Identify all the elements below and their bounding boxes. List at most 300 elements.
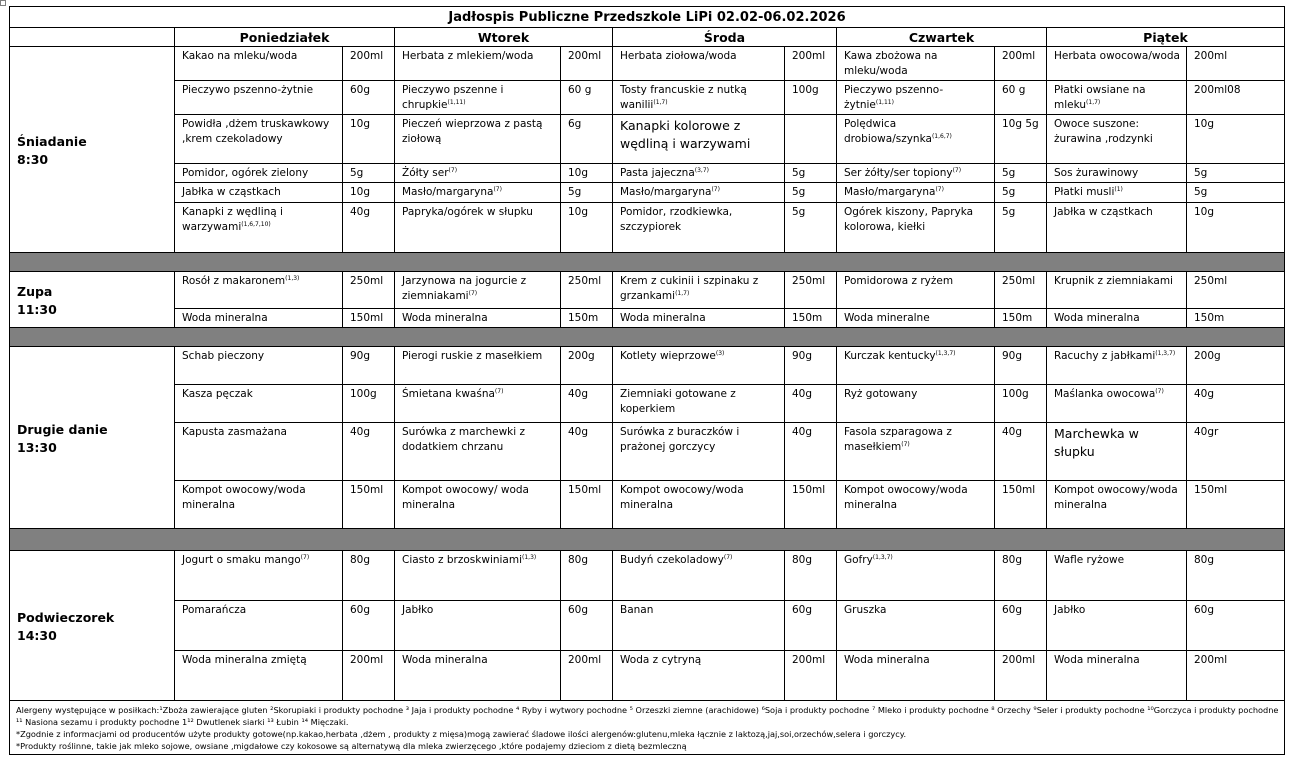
- menu-row-soup: [10, 272, 1285, 309]
- portion-cell-friday: 200ml: [1187, 651, 1285, 701]
- dish-cell-wednesday: [613, 164, 785, 183]
- day-header-row: [10, 28, 1285, 47]
- dish-cell-friday: [1047, 81, 1187, 115]
- meal-name: Podwieczorek: [17, 609, 115, 625]
- day-header-friday: Piątek: [1047, 28, 1285, 47]
- portion-cell-tuesday: 5g: [561, 183, 613, 203]
- portion-cell-wednesday: 5g: [785, 183, 837, 203]
- portion-cell-tuesday: 40g: [561, 385, 613, 423]
- portion-cell-friday: 40g: [1187, 385, 1285, 423]
- portion-cell-thursday: 150ml: [995, 481, 1047, 529]
- portion-cell-tuesday: 80g: [561, 551, 613, 601]
- dish-cell-monday: [175, 551, 343, 601]
- dish-name: Pomidor, ogórek zielony: [182, 167, 309, 179]
- dish-name: Pomidorowa z ryżem: [844, 275, 954, 287]
- portion-cell-wednesday: 5g: [785, 203, 837, 253]
- portion-cell-tuesday: 10g: [561, 164, 613, 183]
- dish-cell-wednesday: [613, 183, 785, 203]
- dish-cell-friday: [1047, 47, 1187, 81]
- dish-cell-thursday: [837, 481, 995, 529]
- dish-cell-monday: [175, 203, 343, 253]
- portion-cell-tuesday: 200ml: [561, 47, 613, 81]
- meal-time: 13:30: [17, 439, 57, 455]
- portion-cell-friday: 200g: [1187, 347, 1285, 385]
- portion-cell-wednesday: 200ml: [785, 651, 837, 701]
- dish-cell-wednesday: [613, 272, 785, 309]
- dish-name: Owoce suszone: żurawina ,rodzynki: [1054, 118, 1153, 145]
- meal-name: Śniadanie: [17, 133, 87, 149]
- dish-cell-friday: [1047, 115, 1187, 164]
- portion-cell-thursday: 90g: [995, 347, 1047, 385]
- dish-cell-thursday: [837, 164, 995, 183]
- dish-cell-wednesday: [613, 551, 785, 601]
- menu-row-main-course: [10, 385, 1285, 423]
- dish-cell-tuesday: [395, 651, 561, 701]
- dish-cell-monday: [175, 347, 343, 385]
- portion-cell-thursday: 5g: [995, 164, 1047, 183]
- portion-cell-monday: 60g: [343, 601, 395, 651]
- allergen-note: (3,7): [694, 167, 709, 174]
- portion-cell-wednesday: 60g: [785, 601, 837, 651]
- dish-name: Płatki musli: [1054, 186, 1115, 198]
- dish-name: Marchewka w słupku: [1054, 426, 1139, 459]
- dish-name: Ciasto z brzoskwiniami: [402, 554, 523, 566]
- allergen-note: (1,7): [1086, 99, 1101, 106]
- portion-cell-monday: 100g: [343, 385, 395, 423]
- dish-cell-tuesday: [395, 385, 561, 423]
- portion-cell-friday: 5g: [1187, 164, 1285, 183]
- dish-name: Rosół z makaronem: [182, 275, 286, 287]
- portion-cell-tuesday: 250ml: [561, 272, 613, 309]
- dish-name: Budyń czekoladowy: [620, 554, 724, 566]
- menu-row-afternoon-snack: [10, 551, 1285, 601]
- dish-cell-monday: [175, 81, 343, 115]
- allergen-note: (7): [448, 167, 458, 174]
- separator-band: [10, 328, 1285, 347]
- dish-name: Pomarańcza: [182, 604, 247, 616]
- dish-name: Woda mineralna: [182, 312, 268, 324]
- allergen-note: (1,7): [675, 290, 690, 297]
- dish-name: Ser żółty/ser topiony: [844, 167, 953, 179]
- dish-cell-wednesday: [613, 347, 785, 385]
- portion-cell-thursday: 60g: [995, 601, 1047, 651]
- dish-name: Woda mineralna: [402, 654, 488, 666]
- portion-cell-monday: 5g: [343, 164, 395, 183]
- dish-cell-monday: [175, 164, 343, 183]
- dish-name: Kakao na mleku/woda: [182, 50, 298, 62]
- dish-name: Masło/margaryna: [844, 186, 936, 198]
- allergen-note: (1,3): [522, 554, 537, 561]
- meal-label-main-course: [10, 347, 175, 529]
- dish-cell-thursday: [837, 272, 995, 309]
- portion-cell-tuesday: 40g: [561, 423, 613, 481]
- portion-cell-wednesday: 150m: [785, 309, 837, 328]
- dish-cell-friday: [1047, 309, 1187, 328]
- meal-name: Drugie danie: [17, 421, 108, 437]
- meal-time: 8:30: [17, 151, 49, 167]
- portion-cell-thursday: 10g 5g: [995, 115, 1047, 164]
- menu-row-breakfast: [10, 203, 1285, 253]
- dish-cell-monday: [175, 272, 343, 309]
- allergen-note: (7): [901, 441, 910, 448]
- allergen-note: (1,3): [285, 275, 300, 282]
- portion-cell-thursday: 60 g: [995, 81, 1047, 115]
- dish-cell-friday: [1047, 183, 1187, 203]
- portion-cell-friday: 250ml: [1187, 272, 1285, 309]
- portion-cell-thursday: 5g: [995, 183, 1047, 203]
- dish-cell-wednesday: [613, 309, 785, 328]
- day-header-thursday: Czwartek: [837, 28, 1047, 47]
- dish-cell-tuesday: [395, 309, 561, 328]
- dish-name: Pieczywo pszenne i chrupkie: [402, 84, 504, 111]
- dish-cell-friday: [1047, 272, 1187, 309]
- dish-name: Ogórek kiszony, Papryka kolorowa, kiełki: [844, 206, 974, 233]
- dish-name: Surówka z marchewki z dodatkiem chrzanu: [402, 426, 526, 453]
- corner-marker-icon: [0, 0, 6, 6]
- dish-name: Papryka/ogórek w słupku: [402, 206, 533, 218]
- dish-name: Masło/margaryna: [620, 186, 712, 198]
- dish-cell-monday: [175, 481, 343, 529]
- dish-name: Kanapki kolorowe z wędliną i warzywami: [620, 118, 751, 151]
- dish-cell-tuesday: [395, 551, 561, 601]
- menu-row-breakfast: [10, 81, 1285, 115]
- allergen-note: (7): [952, 167, 962, 174]
- menu-row-soup: [10, 309, 1285, 328]
- portion-cell-tuesday: 150ml: [561, 481, 613, 529]
- dish-cell-wednesday: [613, 601, 785, 651]
- day-header-wednesday: Środa: [613, 28, 837, 47]
- dish-name: Kotlety wieprzowe: [620, 350, 716, 362]
- dish-cell-wednesday: [613, 203, 785, 253]
- dish-cell-friday: [1047, 385, 1187, 423]
- portion-cell-tuesday: 60g: [561, 601, 613, 651]
- dish-cell-wednesday: [613, 423, 785, 481]
- day-header-tuesday: Wtorek: [395, 28, 613, 47]
- portion-cell-monday: 250ml: [343, 272, 395, 309]
- dish-name: Woda mineralna: [402, 312, 488, 324]
- allergen-note: (1,6,7,10): [241, 221, 271, 228]
- dish-cell-tuesday: [395, 347, 561, 385]
- dish-cell-thursday: [837, 347, 995, 385]
- portion-cell-tuesday: 200g: [561, 347, 613, 385]
- portion-cell-wednesday: 100g: [785, 81, 837, 115]
- portion-cell-friday: 5g: [1187, 183, 1285, 203]
- dish-name: Jabłka w cząstkach: [1054, 206, 1153, 218]
- dish-name: Krem z cukinii i szpinaku z grzankami: [620, 275, 759, 302]
- meal-label-soup: [10, 272, 175, 328]
- portion-cell-wednesday: 5g: [785, 164, 837, 183]
- dish-cell-friday: [1047, 601, 1187, 651]
- dish-name: Wafle ryżowe: [1054, 554, 1125, 566]
- dish-name: Śmietana kwaśna: [402, 388, 495, 400]
- dish-cell-tuesday: [395, 81, 561, 115]
- portion-cell-wednesday: 40g: [785, 423, 837, 481]
- meal-label-breakfast: [10, 47, 175, 253]
- dish-cell-tuesday: [395, 47, 561, 81]
- dish-name: Woda mineralna zmiętą: [182, 654, 307, 666]
- dish-cell-thursday: [837, 203, 995, 253]
- dish-cell-friday: [1047, 347, 1187, 385]
- dish-cell-thursday: [837, 309, 995, 328]
- menu-row-afternoon-snack: [10, 651, 1285, 701]
- portion-cell-wednesday: 90g: [785, 347, 837, 385]
- dish-name: Jogurt o smaku mango: [182, 554, 301, 566]
- portion-cell-monday: 80g: [343, 551, 395, 601]
- dish-name: Żółty ser: [402, 167, 449, 179]
- dish-cell-tuesday: [395, 115, 561, 164]
- dish-cell-monday: [175, 309, 343, 328]
- dish-name: Fasola szparagowa z masełkiem: [844, 426, 952, 453]
- dish-cell-monday: [175, 423, 343, 481]
- dish-cell-tuesday: [395, 423, 561, 481]
- dish-cell-tuesday: [395, 481, 561, 529]
- portion-cell-friday: 200ml08: [1187, 81, 1285, 115]
- meal-time: 11:30: [17, 301, 57, 317]
- dish-cell-wednesday: [613, 115, 785, 164]
- dish-cell-thursday: [837, 651, 995, 701]
- allergen-note: (1,6,7): [931, 133, 952, 140]
- allergen-note: (3): [715, 350, 725, 357]
- legend-line: *Zgodnie z informacjami od producentów użyte produkty gotowe(np.kakao,herbata ,dżem , produkty z mięsa)mogą zawierać śladowe ilości alergenów:glutenu,mleka łącznie z laktozą,jaj,soi,orzechów,selera i gorczycy.: [16, 729, 907, 739]
- allergen-note: (7): [300, 554, 310, 561]
- portion-cell-monday: 60g: [343, 81, 395, 115]
- dish-cell-monday: [175, 651, 343, 701]
- dish-cell-tuesday: [395, 272, 561, 309]
- dish-name: Pieczywo pszenno-żytnie: [844, 84, 944, 111]
- menu-row-main-course: [10, 347, 1285, 385]
- dish-cell-friday: [1047, 164, 1187, 183]
- dish-cell-monday: [175, 115, 343, 164]
- dish-name: Pomidor, rzodkiewka, szczypiorek: [620, 206, 733, 233]
- portion-cell-friday: 200ml: [1187, 47, 1285, 81]
- portion-cell-wednesday: [785, 115, 837, 164]
- dish-cell-wednesday: [613, 651, 785, 701]
- portion-cell-friday: 150ml: [1187, 481, 1285, 529]
- portion-cell-thursday: 200ml: [995, 47, 1047, 81]
- separator-cell: [10, 253, 1285, 272]
- dish-name: Kompot owocowy/woda mineralna: [620, 484, 744, 511]
- dish-name: Woda mineralne: [844, 312, 930, 324]
- portion-cell-friday: 10g: [1187, 115, 1285, 164]
- dish-name: Pieczywo pszenno-żytnie: [182, 84, 314, 96]
- portion-cell-wednesday: 80g: [785, 551, 837, 601]
- dish-cell-friday: [1047, 203, 1187, 253]
- portion-cell-friday: 60g: [1187, 601, 1285, 651]
- dish-name: Kurczak kentucky: [844, 350, 936, 362]
- portion-cell-friday: 40gr: [1187, 423, 1285, 481]
- dish-name: Tosty francuskie z nutką wanilii: [620, 84, 747, 111]
- portion-cell-thursday: 5g: [995, 203, 1047, 253]
- portion-cell-monday: 200ml: [343, 47, 395, 81]
- dish-name: Woda mineralna: [844, 654, 930, 666]
- dish-name: Woda z cytryną: [620, 654, 702, 666]
- dish-cell-wednesday: [613, 47, 785, 81]
- dish-cell-monday: [175, 385, 343, 423]
- dish-cell-thursday: [837, 47, 995, 81]
- allergen-note: (1,11): [447, 99, 466, 106]
- allergen-note: (7): [494, 388, 504, 395]
- dish-cell-tuesday: [395, 164, 561, 183]
- dish-name: Kompot owocowy/ woda mineralna: [402, 484, 529, 511]
- dish-name: Kapusta zasmażana: [182, 426, 287, 438]
- dish-name: Woda mineralna: [1054, 654, 1140, 666]
- dish-name: Kanapki z wędliną i warzywami: [182, 206, 283, 233]
- allergen-note: (7): [723, 554, 733, 561]
- allergen-note: (7): [468, 290, 478, 297]
- portion-cell-monday: 40g: [343, 423, 395, 481]
- legend-line: Alergeny występujące w posiłkach:¹Zboża zawierające gluten ²Skorupiaki i produkty pochodne ³ Jaja i produkty pochodne ⁴ Ryby i wytwory pochodne ⁵ Orzeszki ziemne (arachidowe) ⁶Soja i produkty pochodne ⁷ Mleko i produkty pochodne ⁸ Orzechy ⁹Seler i produkty pochodne ¹⁰Gorczyca i produkty pochodne: [16, 705, 1279, 715]
- dish-name: Pasta jajeczna: [620, 167, 695, 179]
- dish-name: Płatki owsiane na mleku: [1054, 84, 1146, 111]
- meal-time: 14:30: [17, 627, 57, 643]
- portion-cell-friday: 10g: [1187, 203, 1285, 253]
- portion-cell-thursday: 40g: [995, 423, 1047, 481]
- portion-cell-thursday: 250ml: [995, 272, 1047, 309]
- allergen-legend: [10, 701, 1285, 755]
- separator-band: [10, 529, 1285, 551]
- meal-name: Zupa: [17, 283, 53, 299]
- dish-name: Ryż gotowany: [844, 388, 918, 400]
- dish-name: Herbata z mlekiem/woda: [402, 50, 534, 62]
- portion-cell-wednesday: 150ml: [785, 481, 837, 529]
- allergen-note: (1,7): [653, 99, 668, 106]
- portion-cell-thursday: 100g: [995, 385, 1047, 423]
- dish-cell-friday: [1047, 423, 1187, 481]
- dish-cell-monday: [175, 47, 343, 81]
- dish-name: Kasza pęczak: [182, 388, 253, 400]
- dish-cell-tuesday: [395, 203, 561, 253]
- portion-cell-tuesday: 10g: [561, 203, 613, 253]
- dish-name: Kompot owocowy/woda mineralna: [1054, 484, 1178, 511]
- dish-cell-thursday: [837, 385, 995, 423]
- menu-row-breakfast: [10, 115, 1285, 164]
- dish-cell-wednesday: [613, 481, 785, 529]
- day-header-monday: Poniedziałek: [175, 28, 395, 47]
- dish-cell-thursday: [837, 81, 995, 115]
- dish-cell-friday: [1047, 551, 1187, 601]
- dish-cell-tuesday: [395, 601, 561, 651]
- dish-cell-thursday: [837, 601, 995, 651]
- dish-cell-wednesday: [613, 81, 785, 115]
- allergen-note: (1,3,7): [872, 554, 893, 561]
- dish-name: Pierogi ruskie z masełkiem: [402, 350, 543, 362]
- portion-cell-thursday: 80g: [995, 551, 1047, 601]
- dish-cell-thursday: [837, 423, 995, 481]
- meal-label-afternoon-snack: [10, 551, 175, 701]
- menu-table: [9, 6, 1285, 755]
- portion-cell-monday: 90g: [343, 347, 395, 385]
- portion-cell-tuesday: 150m: [561, 309, 613, 328]
- dish-name: Jabłka w cząstkach: [182, 186, 281, 198]
- portion-cell-thursday: 150m: [995, 309, 1047, 328]
- dish-cell-thursday: [837, 551, 995, 601]
- corner-cell: [10, 28, 175, 47]
- footer-row: [10, 701, 1285, 755]
- allergen-note: (7): [1155, 388, 1164, 395]
- title-row: [10, 7, 1285, 28]
- portion-cell-monday: 200ml: [343, 651, 395, 701]
- portion-cell-monday: 40g: [343, 203, 395, 253]
- portion-cell-tuesday: 6g: [561, 115, 613, 164]
- dish-name: Ziemniaki gotowane z koperkiem: [620, 388, 736, 415]
- page-title: Jadłospis Publiczne Przedszkole LiPi 02.02-06.02.2026: [10, 7, 1285, 28]
- dish-cell-tuesday: [395, 183, 561, 203]
- dish-name: Kompot owocowy/woda mineralna: [844, 484, 968, 511]
- dish-name: Gruszka: [844, 604, 887, 616]
- portion-cell-friday: 80g: [1187, 551, 1285, 601]
- dish-name: Polędwica drobiowa/szynka: [844, 118, 932, 145]
- dish-name: Kompot owocowy/woda mineralna: [182, 484, 306, 511]
- portion-cell-wednesday: 250ml: [785, 272, 837, 309]
- menu-row-breakfast: [10, 164, 1285, 183]
- dish-cell-wednesday: [613, 385, 785, 423]
- dish-name: Herbata ziołowa/woda: [620, 50, 737, 62]
- dish-name: Jarzynowa na jogurcie z ziemniakami: [402, 275, 527, 302]
- allergen-note: (7): [711, 186, 720, 193]
- dish-name: Banan: [620, 604, 654, 616]
- allergen-note: (1,11): [875, 99, 894, 106]
- portion-cell-monday: 150ml: [343, 481, 395, 529]
- allergen-note: (7): [935, 186, 944, 193]
- portion-cell-monday: 150ml: [343, 309, 395, 328]
- allergen-note: (1,3,7): [1155, 350, 1176, 357]
- dish-cell-friday: [1047, 481, 1187, 529]
- dish-name: Sos żurawinowy: [1054, 167, 1139, 179]
- dish-name: Racuchy z jabłkami: [1054, 350, 1156, 362]
- separator-band: [10, 253, 1285, 272]
- allergen-note: (1,3,7): [935, 350, 956, 357]
- dish-name: Surówka z buraczków i prażonej gorczycy: [620, 426, 740, 453]
- dish-cell-monday: [175, 183, 343, 203]
- dish-name: Schab pieczony: [182, 350, 265, 362]
- menu-row-breakfast: [10, 183, 1285, 203]
- separator-cell: [10, 529, 1285, 551]
- menu-row-breakfast: [10, 47, 1285, 81]
- dish-name: Jabłko: [1054, 604, 1086, 616]
- dish-cell-friday: [1047, 651, 1187, 701]
- legend-line: ¹¹ Nasiona sezamu i produkty pochodne 1¹² Dwutlenek siarki ¹³ Łubin ¹⁴ Mięczaki.: [16, 717, 349, 727]
- portion-cell-thursday: 200ml: [995, 651, 1047, 701]
- dish-name: Woda mineralna: [620, 312, 706, 324]
- allergen-note: (7): [493, 186, 502, 193]
- dish-name: Kawa zbożowa na mleku/woda: [844, 50, 938, 77]
- menu-row-main-course: [10, 423, 1285, 481]
- dish-name: Herbata owocowa/woda: [1054, 50, 1180, 62]
- allergen-note: (1): [1114, 186, 1123, 193]
- portion-cell-wednesday: 40g: [785, 385, 837, 423]
- dish-cell-thursday: [837, 115, 995, 164]
- dish-name: Pieczeń wieprzowa z pastą ziołową: [402, 118, 543, 145]
- legend-line: *Produkty roślinne, takie jak mleko sojowe, owsiane ,migdałowe czy kokosowe są alternatywą dla mleka zwierzęcego ,które podajemy dzieciom z dietą bezmleczną: [16, 741, 687, 751]
- dish-cell-thursday: [837, 183, 995, 203]
- dish-name: Powidła ,dżem truskawkowy ,krem czekoladowy: [182, 118, 330, 145]
- portion-cell-monday: 10g: [343, 183, 395, 203]
- portion-cell-tuesday: 60 g: [561, 81, 613, 115]
- separator-cell: [10, 328, 1285, 347]
- menu-row-main-course: [10, 481, 1285, 529]
- portion-cell-wednesday: 200ml: [785, 47, 837, 81]
- portion-cell-friday: 150m: [1187, 309, 1285, 328]
- dish-name: Krupnik z ziemniakami: [1054, 275, 1173, 287]
- dish-name: Maślanka owocowa: [1054, 388, 1156, 400]
- menu-row-afternoon-snack: [10, 601, 1285, 651]
- dish-cell-monday: [175, 601, 343, 651]
- dish-name: Woda mineralna: [1054, 312, 1140, 324]
- portion-cell-monday: 10g: [343, 115, 395, 164]
- portion-cell-tuesday: 200ml: [561, 651, 613, 701]
- dish-name: Masło/margaryna: [402, 186, 494, 198]
- dish-name: Jabłko: [402, 604, 434, 616]
